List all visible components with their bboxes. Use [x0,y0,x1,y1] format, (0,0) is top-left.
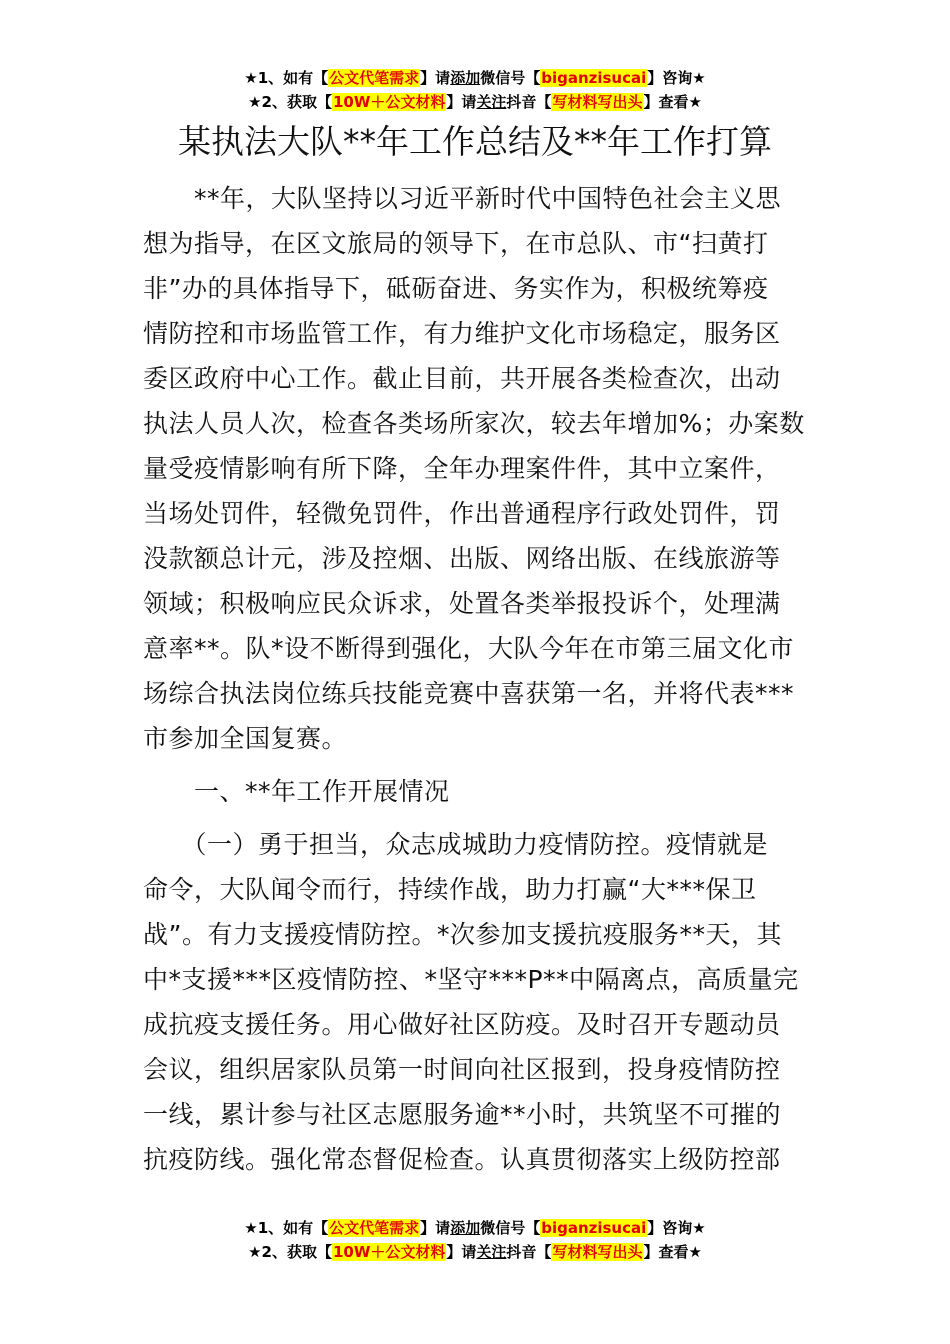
banner-text: 抖音【 [506,1243,552,1261]
underlined-text: 添加 [450,1219,481,1237]
highlight-wechat-id: biganzisucai [541,69,647,87]
paragraph-line: 想为指导，在区文旅局的领导下，在市总队、市“扫黄打 [143,229,769,258]
banner-line-1 [0,66,950,90]
underlined-text: 添加 [450,69,481,87]
paragraph-line: 量受疫情影响有所下降，全年办理案件件，其中立案件， [143,454,781,483]
banner-text: 抖音【 [506,93,552,111]
paragraph-line: 命令，大队闻令而行，持续作战，助力打赢“大***保卫 [143,875,757,904]
paragraph-line: 场综合执法岗位练兵技能竞赛中喜获第一名，并将代表*** [143,679,795,708]
paragraph-line: 当场处罚件，轻微免罚件，作出普通程序行政处罚件，罚 [143,499,781,528]
paragraph-line: 中*支援***区疫情防控、*坚守***P**中隔离点，高质量完 [143,965,799,994]
section-paragraph [143,822,807,1182]
paragraph-line: 没款额总计元，涉及控烟、出版、网络出版、在线旅游等 [143,544,781,573]
underlined-text: 关注 [476,93,507,111]
document-title: 某执法大队**年工作总结及**年工作打算 [178,122,772,161]
paragraph-line: 情防控和市场监管工作，有力维护文化市场稳定，服务区 [143,319,781,348]
banner-text: 】咨询★ [647,1219,706,1237]
paragraph-line: 成抗疫支援任务。用心做好社区防疫。及时召开专题动员 [143,1010,781,1039]
paragraph-line: **年，大队坚持以习近平新时代中国特色社会主义思 [143,184,782,213]
paragraph-line: （一）勇于担当，众志成城助力疫情防控。疫情就是 [143,830,769,859]
paragraph-line: 会议，组织居家队员第一时间向社区报到，投身疫情防控 [143,1055,781,1084]
paragraph-line: 市参加全国复赛。 [143,724,348,753]
banner-line-2 [0,1240,950,1264]
paragraph-line: 委区政府中心工作。截止目前，共开展各类检查次，出动 [143,364,781,393]
banner-text: ★1、如有【 [244,69,329,87]
banner-text: 】请 [446,1243,477,1261]
highlight-account: 写材料写出头 [552,93,643,111]
highlight-account: 写材料写出头 [552,1243,643,1261]
banner-line-1 [0,1216,950,1240]
intro-paragraph [143,176,807,761]
paragraph-line: 执法人员人次，检查各类场所家次，较去年增加%；办案数 [143,409,805,438]
highlight-wechat-id: biganzisucai [541,1219,647,1237]
banner-text: ★2、获取【 [248,93,332,111]
banner-text: ★1、如有【 [244,1219,329,1237]
banner-text: 微信号【 [480,1219,541,1237]
footer-banner [0,1216,950,1264]
highlight-service: 公文代笔需求 [329,1219,420,1237]
banner-text: 】请 [420,1219,451,1237]
underlined-text: 关注 [476,1243,507,1261]
banner-text: 】请 [420,69,451,87]
paragraph-line: 战”。有力支援疫情防控。*次参加支援抗疫服务**天，其 [143,920,782,949]
banner-text: ★2、获取【 [248,1243,332,1261]
banner-line-2 [0,90,950,114]
highlight-service: 公文代笔需求 [329,69,420,87]
banner-text: 】查看★ [643,1243,702,1261]
paragraph-line: 一线，累计参与社区志愿服务逾**小时，共筑坚不可摧的 [143,1100,782,1129]
paragraph-line: 领域；积极响应民众诉求，处置各类举报投诉个，处理满 [143,589,781,618]
paragraph-line: 意率**。队*设不断得到强化，大队今年在市第三届文化市 [143,634,795,663]
banner-text: 】请 [446,93,477,111]
header-banner [0,66,950,114]
paragraph-line: 抗疫防线。强化常态督促检查。认真贯彻落实上级防控部 [143,1145,781,1174]
banner-text: 】查看★ [643,93,702,111]
section-heading: 一、**年工作开展情况 [143,777,450,806]
paragraph-line: 非”办的具体指导下，砥砺奋进、务实作为，积极统筹疫 [143,274,769,303]
document-body [143,176,807,1182]
banner-text: 】咨询★ [647,69,706,87]
highlight-materials: 10W＋公文材料 [332,93,446,111]
banner-text: 微信号【 [480,69,541,87]
highlight-materials: 10W＋公文材料 [332,1243,446,1261]
